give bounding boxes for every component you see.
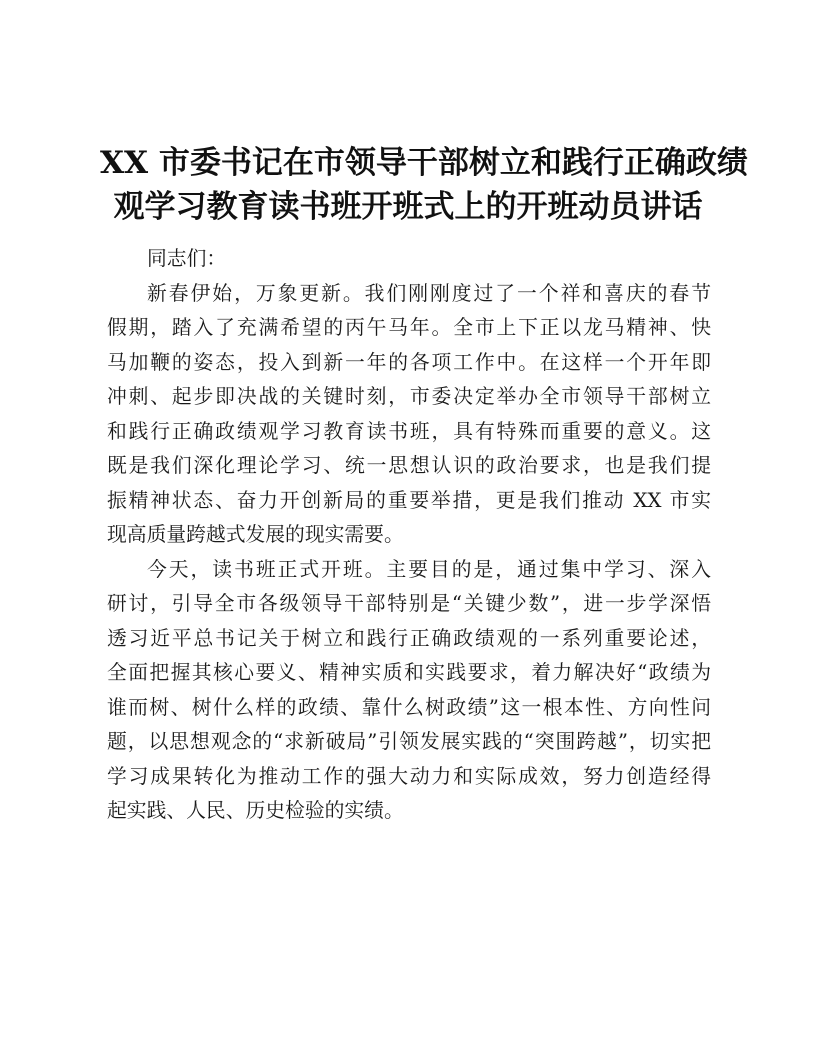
paragraph-line: 冲刺、起步即决战的关键时刻，市委决定举办全市领导干部树立 — [107, 385, 711, 408]
paragraph-1 — [107, 277, 711, 553]
salutation: 同志们： — [147, 247, 227, 270]
paragraph-line: 今天，读书班正式开班。主要目的是，通过集中学习、深入 — [147, 557, 711, 581]
paragraph-line: 假期，踏入了充满希望的丙午马年。全市上下正以龙马精神、快 — [107, 316, 711, 339]
document-body — [107, 242, 711, 829]
paragraph-line: 研讨，引导全市各级领导干部特别是“关键少数”，进一步学深悟 — [107, 592, 711, 615]
paragraph-line: 题，以思想观念的“求新破局”引领发展实践的“突围跨越”，切实把 — [107, 730, 711, 753]
paragraph-line: 新春伊始，万象更新。我们刚刚度过了一个祥和喜庆的春节 — [147, 281, 711, 305]
paragraph-2 — [107, 553, 711, 829]
paragraph-line: 现高质量跨越式发展的现实需要。 — [107, 523, 404, 546]
paragraph-line: 学习成果转化为推动工作的强大动力和实际成效，努力创造经得 — [107, 764, 711, 788]
paragraph-line: 振精神状态、奋力开创新局的重要举措，更是我们推动 XX 市实 — [107, 488, 711, 512]
paragraph-line: 马加鞭的姿态，投入到新一年的各项工作中。在这样一个开年即 — [107, 350, 711, 374]
title-line-2: 观学习教育读书班开班式上的开班动员讲话 — [113, 189, 703, 225]
document-title — [100, 141, 748, 229]
paragraph-line: 既是我们深化理论学习、统一思想认识的政治要求，也是我们提 — [107, 454, 711, 477]
paragraph-line: 和践行正确政绩观学习教育读书班，具有特殊而重要的意义。这 — [107, 419, 711, 443]
paragraph-line: 透习近平总书记关于树立和践行正确政绩观的一系列重要论述， — [107, 626, 711, 650]
paragraph-line: 起实践、人民、历史检验的实绩。 — [107, 799, 404, 822]
paragraph-line: 全面把握其核心要义、精神实质和实践要求，着力解决好“政绩为 — [107, 661, 711, 684]
paragraph-line: 谁而树、树什么样的政绩、靠什么树政绩”这一根本性、方向性问 — [107, 695, 711, 719]
title-line-1: XX 市委书记在市领导干部树立和践行正确政绩 — [100, 145, 748, 181]
